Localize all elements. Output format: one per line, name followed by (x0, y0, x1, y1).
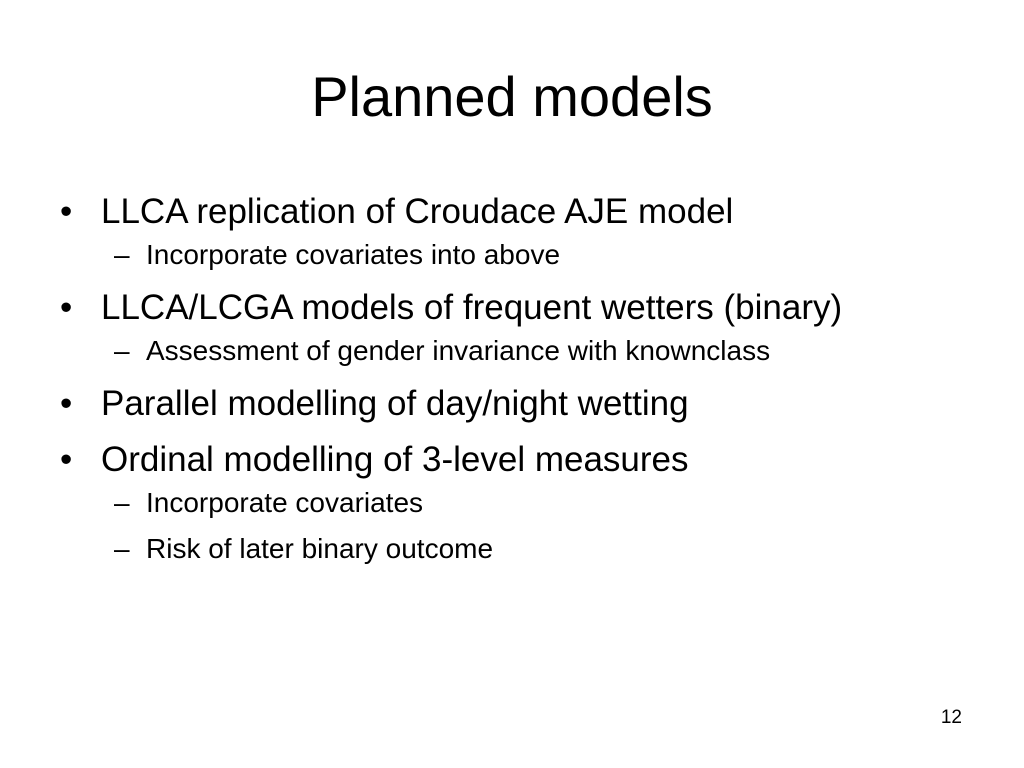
bullet-item (56, 188, 986, 236)
bullet-text: Parallel modelling of day/night wetting (101, 384, 689, 423)
sub-bullet-item (56, 484, 986, 522)
sub-bullet-text: Incorporate covariates (146, 487, 424, 518)
bullet-list (56, 186, 986, 568)
slide-title: Planned models (311, 65, 713, 128)
sub-bullet-text: Assessment of gender invariance with knownclass (146, 335, 771, 366)
sub-bullet-item (56, 236, 986, 274)
bullet-item (56, 436, 986, 484)
dash-icon: – (114, 335, 130, 366)
sub-bullet-text: Incorporate covariates into above (146, 239, 561, 270)
bullet-icon: • (60, 384, 73, 423)
bullet-text: LLCA replication of Croudace AJE model (101, 192, 734, 231)
sub-bullet-item (56, 332, 986, 370)
sub-bullet-text: Risk of later binary outcome (146, 533, 494, 564)
bullet-item (56, 380, 986, 428)
bullet-text: Ordinal modelling of 3-level measures (101, 440, 689, 479)
bullet-text: LLCA/LCGA models of frequent wetters (binary) (101, 288, 843, 327)
bullet-icon: • (60, 440, 73, 479)
dash-icon: – (114, 487, 130, 518)
bullet-icon: • (60, 192, 73, 231)
dash-icon: – (114, 239, 130, 270)
slide-number: 12 (940, 707, 962, 728)
sub-bullet-item (56, 530, 986, 568)
bullet-icon: • (60, 288, 73, 327)
dash-icon: – (114, 533, 130, 564)
bullet-item (56, 284, 986, 332)
